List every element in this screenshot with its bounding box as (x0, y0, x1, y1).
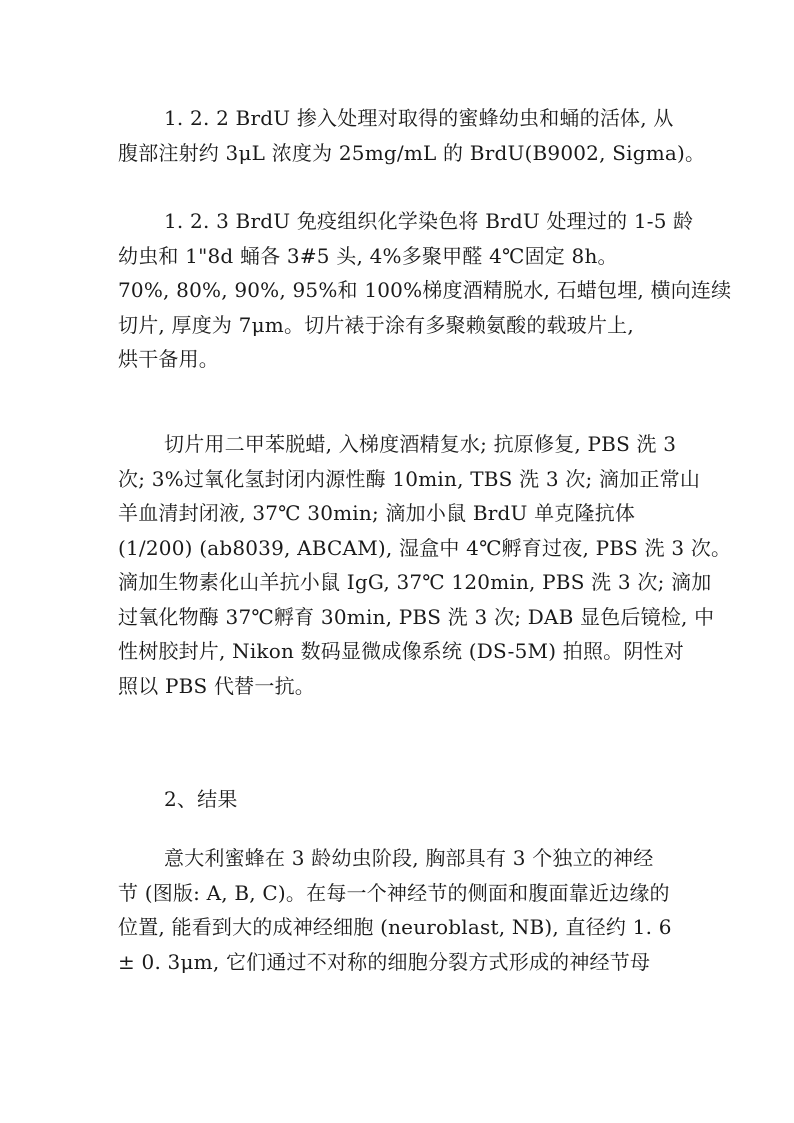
text-line: (1/200) (ab8039, ABCAM), 湿盒中 4℃孵育过夜, PBS 洗 3 次。 (118, 535, 732, 560)
text-line: 照以 PBS 代替一抗。 (118, 673, 315, 698)
heading-text: 2、结果 (164, 787, 238, 811)
paragraph-section-procedure (118, 427, 732, 703)
text-line: 1. 2. 2 BrdU 掺入处理对取得的蜜蜂幼虫和蛹的活体, 从 (164, 106, 674, 130)
text-line: 羊血清封闭液, 37℃ 30min; 滴加小鼠 BrdU 单克隆抗体 (118, 501, 636, 525)
text-line: ± 0. 3μm, 它们通过不对称的细胞分裂方式形成的神经节母 (118, 949, 651, 974)
text-line: 滴加生物素化山羊抗小鼠 IgG, 37℃ 120min, PBS 洗 3 次; 滴加 (118, 570, 712, 594)
section-heading-results (118, 782, 683, 817)
paragraph-brdu-injection (118, 101, 706, 170)
text-line: 过氧化物酶 37℃孵育 30min, PBS 洗 3 次; DAB 显色后镜检, 中 (118, 604, 715, 629)
text-line: 切片, 厚度为 7μm。切片裱于涂有多聚赖氨酸的载玻片上, (118, 312, 634, 337)
text-line: 意大利蜜蜂在 3 龄幼虫阶段, 胸部具有 3 个独立的神经 (164, 846, 654, 870)
text-line: 节 (图版: A, B, C)。在每一个神经节的侧面和腹面靠近边缘的 (118, 880, 670, 905)
paragraph-brdu-staining (118, 204, 732, 377)
text-line: 70%, 80%, 90%, 95%和 100%梯度酒精脱水, 石蜡包埋, 横向连续 (118, 278, 732, 302)
text-line: 腹部注射约 3μL 浓度为 25mg/mL 的 BrdU(B9002, Sigma)。 (118, 140, 706, 165)
text-line: 位置, 能看到大的成神经细胞 (neuroblast, NB), 直径约 1. 6 (118, 915, 672, 939)
text-line: 幼虫和 1"8d 蛹各 3#5 头, 4%多聚甲醛 4℃固定 8h。 (118, 243, 618, 268)
text-line: 切片用二甲苯脱蜡, 入梯度酒精复水; 抗原修复, PBS 洗 3 (164, 432, 677, 456)
text-line: 烘干备用。 (118, 347, 219, 371)
text-line: 次; 3%过氧化氢封闭内源性酶 10min, TBS 洗 3 次; 滴加正常山 (118, 466, 701, 491)
text-line: 1. 2. 3 BrdU 免疫组织化学染色将 BrdU 处理过的 1-5 龄 (164, 209, 694, 233)
text-line: 性树胶封片, Nikon 数码显微成像系统 (DS-5M) 拍照。阴性对 (118, 639, 684, 663)
paragraph-results (118, 841, 683, 979)
